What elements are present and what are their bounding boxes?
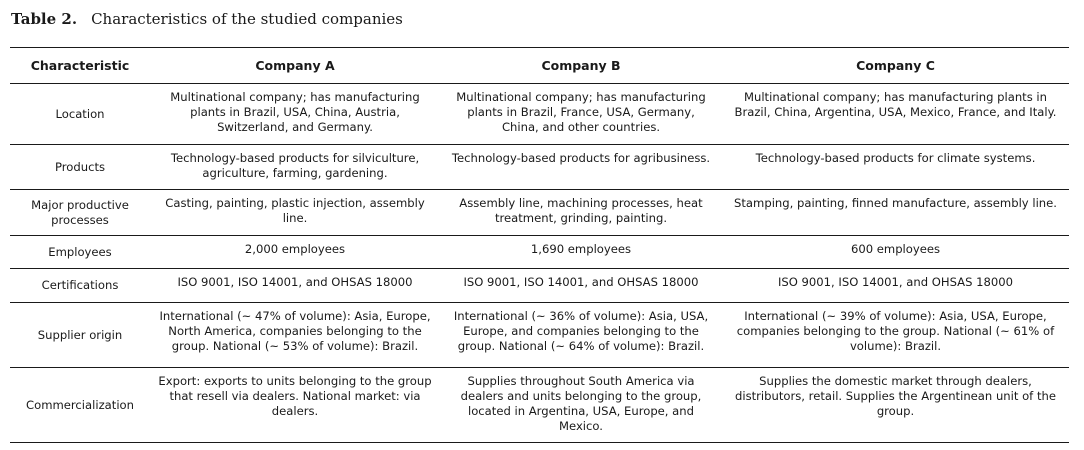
cell-company-b: Technology-based products for agribusiness. [451, 151, 711, 165]
cell-company-c: Stamping, painting, finned manufacture, assembly line. [734, 196, 1057, 210]
cell-company-b: Multinational company; has manufacturing plants in Brazil, France, USA, Germany, China, and other countries. [456, 90, 706, 134]
cell-company-c: International (~ 39% of volume): Asia, USA, Europe, companies belonging to the group. National (~ 61% of volume): Brazil. [736, 309, 1055, 353]
row-label-certifications: Certifications [41, 278, 119, 292]
cell-company-a: Casting, painting, plastic injection, assembly line. [165, 196, 425, 225]
cell-company-a: Export: exports to units belonging to the group that resell via dealers. National market: via dealers. [158, 374, 432, 418]
cell-company-a: Multinational company; has manufacturing plants in Brazil, USA, China, Austria, Switzerland, and Germany. [170, 90, 420, 134]
cell-company-c: Supplies the domestic market through dealers, distributors, retail. Supplies the Argentinean unit of the group. [735, 374, 1056, 418]
column-header-company-a: Company A [255, 58, 335, 73]
cell-company-c: ISO 9001, ISO 14001, and OHSAS 18000 [777, 275, 1014, 289]
column-header-company-b: Company B [541, 58, 621, 73]
table-row [10, 190, 1069, 236]
cell-company-b: Assembly line, machining processes, heat treatment, grinding, painting. [459, 196, 703, 225]
cell-company-a: ISO 9001, ISO 14001, and OHSAS 18000 [177, 275, 413, 289]
table-row [10, 236, 1069, 269]
table-title: Characteristics of the studied companies [91, 10, 403, 28]
cell-company-c: Technology-based products for climate systems. [755, 151, 1036, 165]
table-row [10, 145, 1069, 190]
table-row [10, 303, 1069, 368]
cell-company-b: Supplies throughout South America via dealers and units belonging to the group, located in Argentina, USA, Europe, and Mexico. [460, 374, 702, 433]
cell-company-c: Multinational company; has manufacturing plants in Brazil, China, Argentina, USA, Mexico, France, and Italy. [734, 90, 1057, 119]
table-caption [11, 10, 403, 28]
cell-company-a: International (~ 47% of volume): Asia, Europe, North America, companies belonging to the group. National (~ 53% of volume): Brazil. [159, 309, 431, 353]
row-label-products: Products [54, 159, 106, 174]
cell-company-b: ISO 9001, ISO 14001, and OHSAS 18000 [463, 275, 699, 289]
row-label-location: Location [55, 106, 105, 121]
cell-company-a: 2,000 employees [244, 242, 346, 256]
row-label-supplier-origin: Supplier origin [37, 327, 123, 342]
row-label-major-productive-processes: Major productive processes [31, 197, 129, 227]
table-row [10, 269, 1069, 303]
cell-company-b: 1,690 employees [530, 242, 632, 256]
table-row [10, 368, 1069, 443]
row-label-employees: Employees [48, 244, 112, 259]
cell-company-c: 600 employees [850, 242, 941, 256]
table-number: Table 2. [11, 10, 78, 28]
column-header-characteristic: Characteristic [30, 58, 130, 73]
cell-company-a: Technology-based products for silviculture, agriculture, farming, gardening. [170, 151, 420, 180]
row-label-commercialization: Commercialization [26, 397, 134, 412]
column-header-company-c: Company C [856, 58, 935, 73]
header-row [10, 48, 1069, 84]
table-row [10, 84, 1069, 145]
characteristics-table [10, 47, 1069, 443]
cell-company-b: International (~ 36% of volume): Asia, USA, Europe, and companies belonging to the group. National (~ 64% of volume): Brazil. [453, 309, 709, 353]
